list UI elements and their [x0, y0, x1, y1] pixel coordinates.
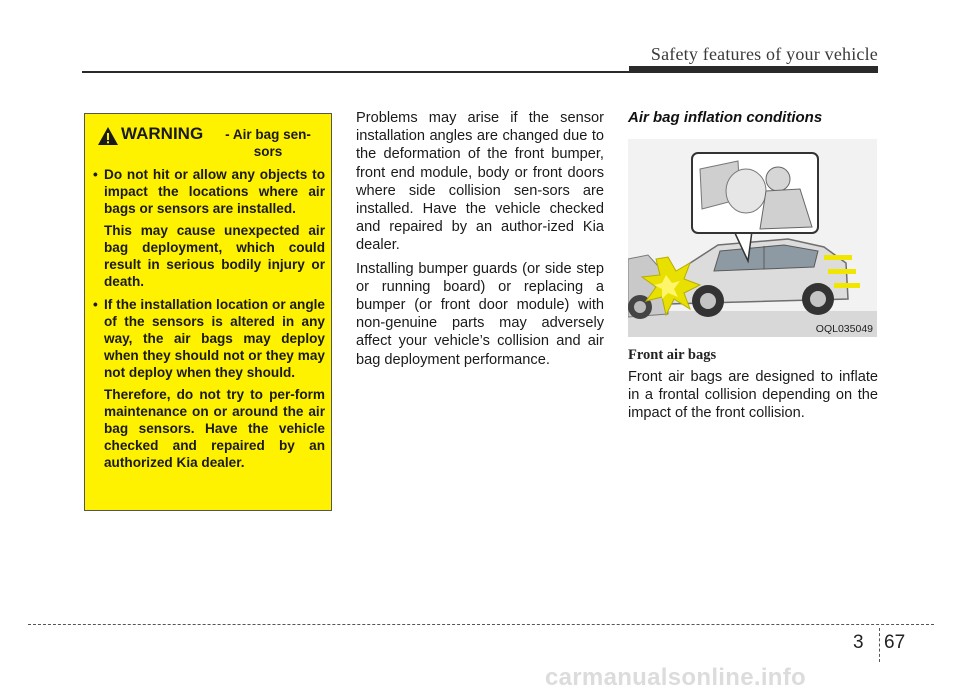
body-paragraph: Installing bumper guards (or side step or running board) or replacing a bumper (or front door module) with non-genuine parts may adversely affect your vehicle’s collision and air bag deployment performance. [356, 260, 604, 368]
warning-list [93, 166, 325, 477]
body-paragraph: Problems may arise if the sensor installation angles are changed due to the deformation of the front bumper, front end module, body or front doors where side collision sen-sors are installed. Have the vehicle checked and repaired by an author-ized Kia dealer. [356, 110, 604, 254]
page-number-divider [879, 628, 880, 662]
footer-rule [28, 624, 934, 625]
watermark[interactable]: carmanualsonline.info [545, 664, 807, 691]
warning-topic: - Air bag sen-sors [225, 127, 311, 159]
chapter-number: 3 [853, 632, 864, 653]
warning-text: Therefore, do not try to per-form maintenance on or around the air bag sensors. Have the vehicle checked and repaired by an authorized Kia dealer. [104, 387, 325, 470]
section-heading: Air bag inflation conditions [628, 109, 823, 126]
car-collision-image [628, 139, 877, 337]
page-number: 67 [884, 632, 906, 653]
body-column-3 [628, 109, 878, 422]
warning-text: If the installation location or angle of the sensors is altered in any way, the air bags may deploy when they should not or they may not deploy when they should. [104, 297, 325, 380]
warning-text: Do not hit or allow any objects to impact the locations where air bags or sensors are installed. [104, 167, 325, 216]
warning-box [84, 113, 332, 511]
warning-label: WARNING [121, 124, 204, 143]
header-title: Safety features of your vehicle [650, 44, 878, 64]
bullet-icon: • [93, 297, 98, 312]
header-rule-accent [629, 66, 878, 73]
body-column-2 [356, 109, 604, 374]
warning-triangle-icon [97, 126, 119, 146]
body-paragraph: Front air bags are designed to inflate in a frontal collision depending on the impact of the front collision. [628, 369, 878, 422]
warning-text: This may cause unexpected air bag deployment, which could result in serious bodily injury or death. [104, 223, 325, 289]
inset-airbag-view [692, 153, 818, 233]
bullet-icon: • [93, 167, 98, 182]
collision-illustration [628, 139, 877, 337]
figure-caption: OQL035049 [815, 323, 873, 335]
subheading: Front air bags [628, 347, 717, 363]
warning-item [93, 166, 325, 290]
warning-item [93, 296, 325, 471]
